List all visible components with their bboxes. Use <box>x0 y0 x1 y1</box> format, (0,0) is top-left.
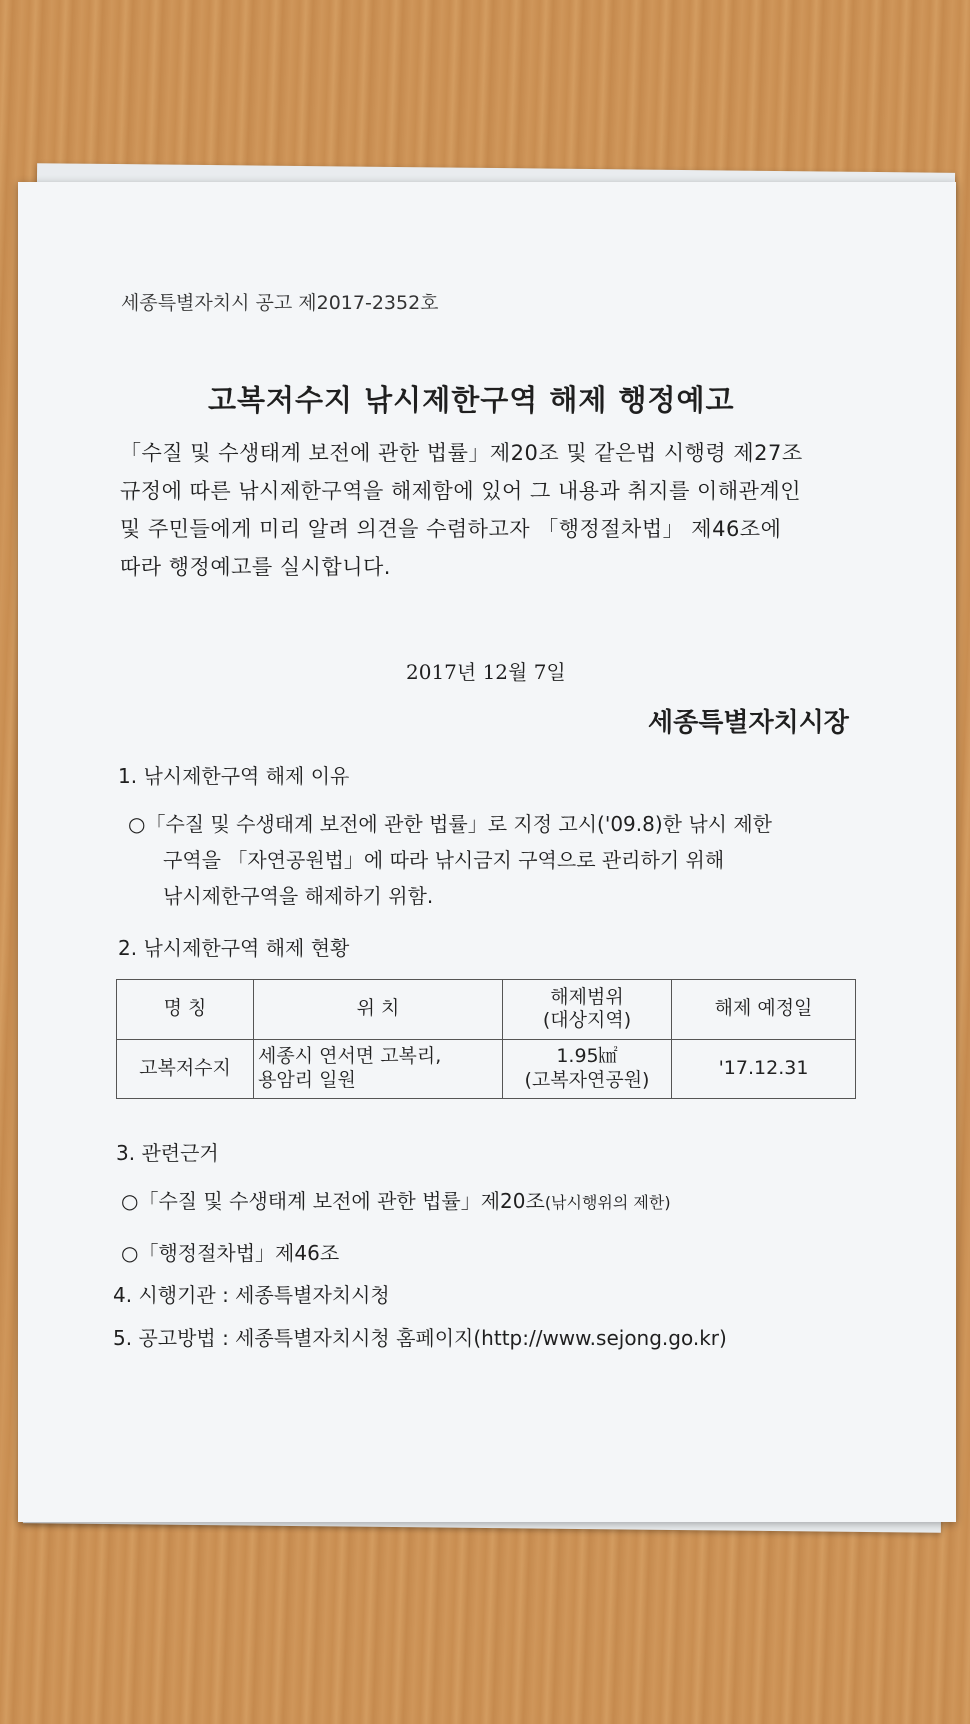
section-1-heading: 1. 낚시제한구역 해제 이유 <box>118 764 350 788</box>
cell-range-line-2: (고복자연공원) <box>524 1068 650 1091</box>
section-5: 5. 공고방법 : 세종특별자치시청 홈페이지(http://www.sejong.go.kr) <box>113 1326 727 1350</box>
header-name: 명 칭 <box>117 980 254 1040</box>
release-status-table <box>116 979 856 1099</box>
notice-document <box>18 182 956 1522</box>
table-header-row <box>117 980 856 1040</box>
cell-location-line-2: 용암리 일원 <box>258 1068 356 1091</box>
cell-location <box>254 1039 503 1099</box>
section-3-item-1-main: ○「수질 및 수생태계 보전에 관한 법률」제20조 <box>121 1189 545 1213</box>
notice-number: 세종특별자치시 공고 제2017-2352호 <box>121 292 439 314</box>
cell-name: 고복저수지 <box>117 1039 254 1099</box>
intro-line-1: 「수질 및 수생태계 보전에 관한 법률」제20조 및 같은법 시행령 제27조 <box>120 441 803 465</box>
section-4: 4. 시행기관 : 세종특별자치시청 <box>113 1283 390 1307</box>
issuer-name: 세종특별자치시장 <box>648 708 849 738</box>
header-date: 해제 예정일 <box>672 980 856 1040</box>
intro-line-3: 및 주민들에게 미리 알려 의견을 수렴하고자 「행정절차법」 제46조에 <box>120 517 782 541</box>
header-range-line-1: 해제범위 <box>550 985 624 1008</box>
section-3-item-1 <box>121 1185 671 1214</box>
notice-date: 2017년 12월 7일 <box>406 660 566 684</box>
section-1-line-2: 구역을 「자연공원법」에 따라 낚시금지 구역으로 관리하기 위해 <box>163 848 725 872</box>
table-row <box>117 1039 856 1099</box>
header-range-line-2: (대상지역) <box>542 1009 632 1032</box>
section-3-item-2: ○「행정절차법」제46조 <box>121 1241 340 1265</box>
section-3-heading: 3. 관련근거 <box>116 1141 219 1165</box>
cell-date: '17.12.31 <box>672 1039 856 1099</box>
cell-location-line-1: 세종시 연서면 고복리, <box>258 1045 442 1067</box>
section-1-line-3: 낚시제한구역을 해제하기 위함. <box>163 884 434 908</box>
section-1-line-1: ○「수질 및 수생태계 보전에 관한 법률」로 지정 고시('09.8)한 낚시 제한 <box>128 812 772 836</box>
section-2-heading: 2. 낚시제한구역 해제 현황 <box>118 936 350 960</box>
document-title: 고복저수지 낚시제한구역 해제 행정예고 <box>208 383 735 417</box>
cell-range <box>503 1039 672 1099</box>
section-3-item-1-note: (낚시행위의 제한) <box>544 1193 671 1212</box>
header-range <box>503 980 672 1040</box>
header-location: 위 치 <box>254 980 503 1040</box>
intro-line-2: 규정에 따른 낚시제한구역을 해제함에 있어 그 내용과 취지를 이해관계인 <box>120 479 801 503</box>
intro-line-4: 따라 행정예고를 실시합니다. <box>120 555 391 579</box>
cell-range-line-1: 1.95㎢ <box>556 1045 618 1067</box>
